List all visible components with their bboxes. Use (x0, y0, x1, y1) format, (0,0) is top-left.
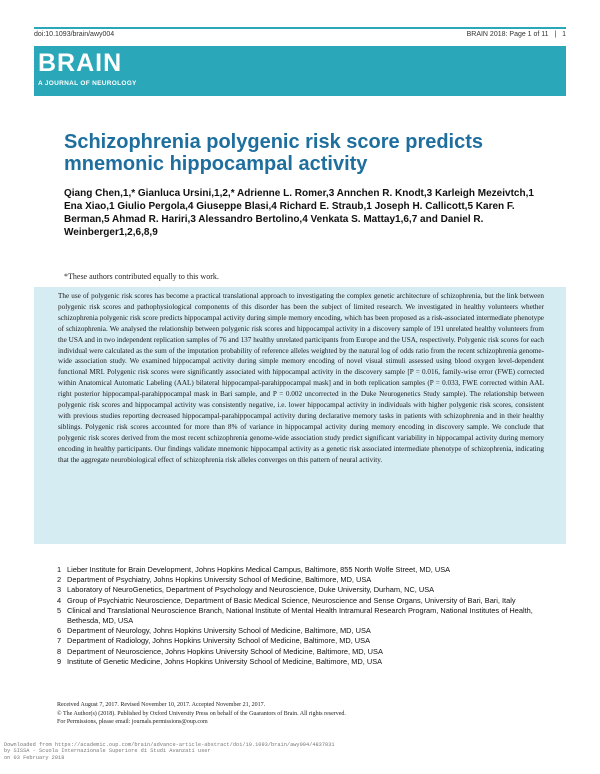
download-line-3: on 03 February 2018 (4, 754, 65, 761)
affiliation-number: 2 (57, 575, 62, 585)
affiliation-number: 9 (57, 656, 62, 666)
journal-subtitle: A JOURNAL OF NEUROLOGY (38, 80, 137, 87)
affiliation-item (57, 575, 557, 585)
affiliation-text: Clinical and Translational Neuroscience Branch, National Institute of Mental Health Intramural Research Program, National Institutes of Health, Bethesda, MD, USA (67, 605, 533, 626)
page-separator: | (554, 31, 557, 38)
affiliation-text: Department of Psychiatry, Johns Hopkins University School of Medicine, Baltimore, MD, USA (67, 575, 372, 585)
copyright-notice: © The Author(s) (2018). Published by Oxford University Press on behalf of the Guarantors of Brain. All rights reserved. (57, 710, 346, 717)
affiliation-text: Institute of Genetic Medicine, Johns Hopkins University School of Medicine, Baltimore, MD, USA (67, 656, 383, 666)
affiliation-number: 3 (57, 585, 62, 595)
affiliation-item (57, 596, 557, 606)
affiliation-item (57, 657, 557, 667)
affiliation-number: 1 (57, 565, 62, 574)
affiliation-text: Group of Psychiatric Neuroscience, Department of Basic Medical Science, Neuroscience and Sense Organs, University of Bari, Bari, Italy (67, 595, 516, 605)
doi-link[interactable]: doi:10.1093/brain/awy004 (34, 31, 115, 38)
affiliation-number: 4 (57, 595, 62, 605)
affiliation-item (57, 626, 557, 636)
affiliation-number: 6 (57, 626, 62, 636)
affiliation-text: Lieber Institute for Brain Development, Johns Hopkins Medical Campus, Baltimore, 855 North Wolfe Street, MD, USA (67, 565, 451, 574)
equal-contribution-note: *These authors contributed equally to this work. (64, 272, 219, 281)
download-line-2: by SISSA - Scuola Internazionale Superiore di Studi Avanzati user (4, 748, 211, 755)
affiliation-item (57, 585, 557, 595)
journal-logo: BRAIN (38, 49, 123, 77)
affiliation-number: 8 (57, 646, 62, 656)
affiliations-list (57, 565, 557, 667)
publication-dates (57, 701, 557, 727)
abstract-text: The use of polygenic risk scores has become a practical translational approach to investigating the complex genetic architecture of schizophrenia, but the link between polygenic risk scores and pathophysiological components of this disorder has been the subject of limited research. We investigated in healthy volunteers whether schizophrenia polygenic risk score predicts hippocampal activity during simple memory encoding, which has been proposed as a risk-associated intermediate phenotype of schizophrenia. We analysed the relationship between polygenic risk scores and hippocampal activity in a discovery sample of 191 unrelated healthy volunteers from the USA and in two independent replication samples of 76 and 137 healthy unrelated participants from Europe and the USA, respectively. Polygenic risk scores for each individual were calculated as the sum of the imputation probability of reference alleles weighted by the natural log of odds ratio from the recent schizophrenia genome-wide association study. We examined hippocampal activity during simple memory encoding of novel visual stimuli assessed using blood oxygen level-dependent functional MRI. Polygenic risk scores were significantly associated with hippocampal activity in the discovery sample [P = 0.016, family-wise error (FWE) corrected within Anatomical Automatic Labeling (AAL) bilateral hippocampal-parahippocampal mask] and in both replication samples (P = 0.033, FWE corrected within AAL right posterior hippocampal-parahippocampal mask in Bari sample, and P = 0.002 uncorrected in the Duke Neurogenetics Study sample). The relationship between polygenic risk scores and hippocampal activity was consistently negative, i.e. lower hippocampal activity in individuals with higher polygenic risk scores, consistent with previous studies reporting decreased hippocampal-parahippocampal activity during declarative memory tasks in patients with schizophrenia and in their healthy siblings. Polygenic risk scores accounted for more than 8% of variance in hippocampal activity during memory encoding in discovery sample. We conclude that polygenic risk scores derived from the most recent schizophrenia genome-wide association study predict significant variability in hippocampal activity during memory encoding in healthy participants. Our findings validate mnemonic hippocampal activity as a genetic risk associated intermediate phenotype of schizophrenia, indicating that the aggregate neurobiological effect of schizophrenia risk alleles converges on this pattern of neural activity. (58, 292, 544, 464)
affiliation-item (57, 606, 557, 626)
affiliation-item (57, 636, 557, 646)
affiliation-text: Laboratory of NeuroGenetics, Department of Psychology and Neuroscience, Duke University, Durham, NC, USA (67, 585, 435, 595)
download-line-1: Downloaded from https://academic.oup.com/brain/advance-article-abstract/doi/10.1093/brain/awy004/4837031 (4, 742, 335, 748)
affiliation-number: 5 (57, 605, 62, 615)
download-watermark (4, 742, 424, 761)
affiliation-text: Department of Neurology, Johns Hopkins University School of Medicine, Baltimore, MD, USA (67, 626, 371, 636)
affiliation-item (57, 565, 557, 575)
received-dates: Received August 7, 2017. Revised November 10, 2017. Accepted November 21, 2017. (57, 702, 266, 708)
page-info (467, 31, 566, 38)
affiliation-number: 7 (57, 636, 62, 646)
article-title: Schizophrenia polygenic risk score predicts mnemonic hippocampal activity (64, 131, 484, 175)
author-list: Qiang Chen,1,* Gianluca Ursini,1,2,* Adrienne L. Romer,3 Annchen R. Knodt,3 Karleigh Mezeivtch,1 Ena Xiao,1 Giulio Pergola,4 Giuseppe Blasi,4 Richard E. Straub,1 Joseph H. Callicott,5 Karen F. Berman,5 Ahmad R. Hariri,3 Alessandro Bertolino,4 Venkata S. Mattay1,6,7 and Daniel R. Weinberger1,2,6,8,9 (64, 188, 534, 238)
page-number: 1 (562, 31, 566, 38)
affiliation-text: Department of Neuroscience, Johns Hopkins University School of Medicine, Baltimore, MD, USA (67, 646, 383, 656)
permissions-note: For Permissions, please email: journals.permissions@oup.com (57, 719, 208, 726)
affiliation-text: Department of Radiology, Johns Hopkins University School of Medicine, Baltimore, MD, USA (67, 636, 371, 646)
page-info-label: BRAIN 2018: Page 1 of 11 (466, 31, 549, 38)
affiliation-item (57, 647, 557, 657)
